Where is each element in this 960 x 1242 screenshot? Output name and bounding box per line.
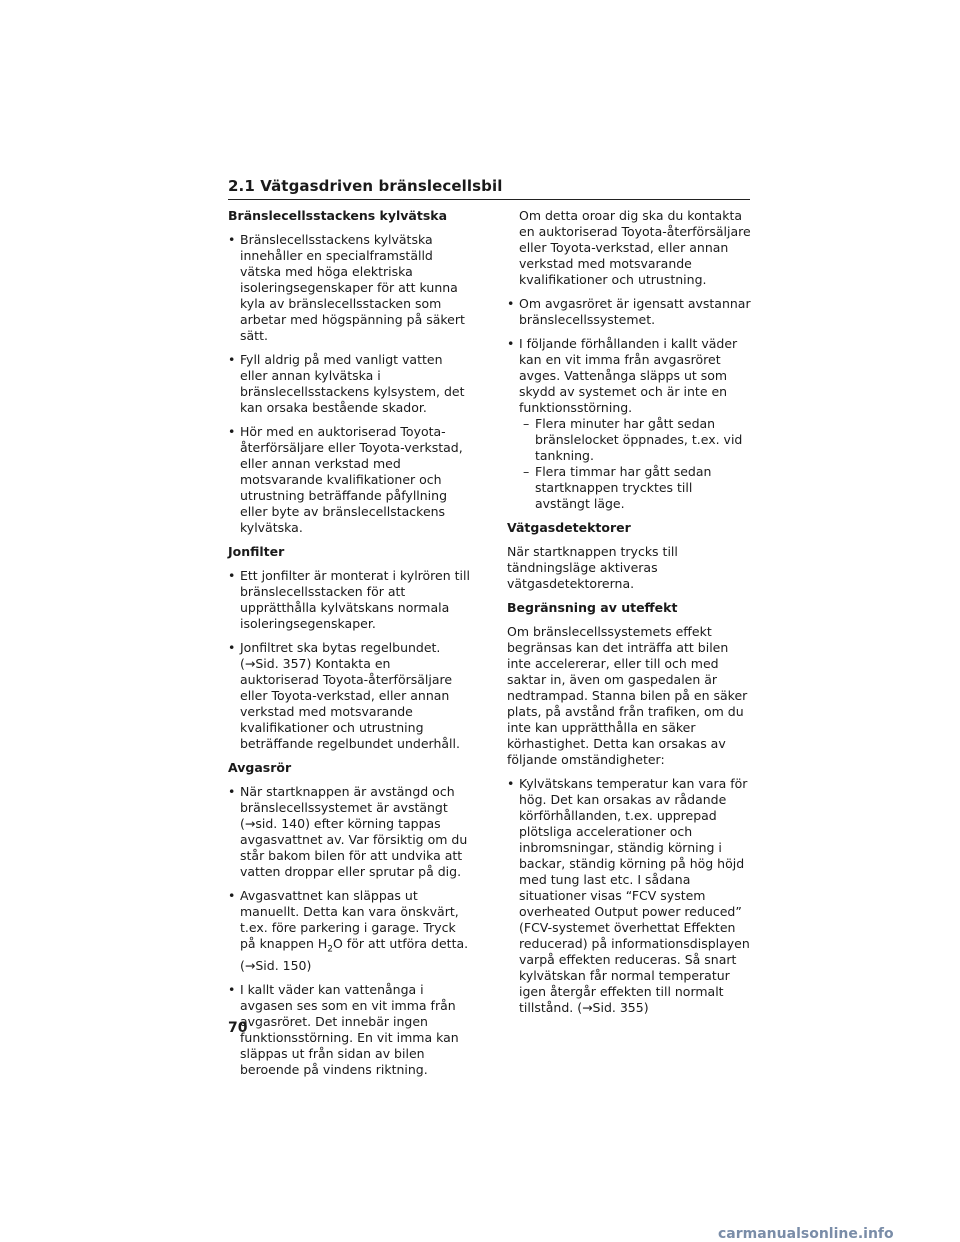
hydrogen-detectors-heading: Vätgasdetektorer <box>507 520 631 535</box>
h2o-subscript: 2 <box>327 944 333 955</box>
exhaust-bullet-2-text-b: O för att utföra detta. (→Sid. 150) <box>240 936 469 973</box>
right-column <box>507 208 751 1024</box>
cold-weather-bullet: • I följande förhållanden i kallt väder kan en vit imma från avgasröret avges. Vattenånga släpps ut som skydd av systemet och är inte en funktionsstörning. <box>507 336 751 416</box>
power-limit-heading: Begränsning av uteffekt <box>507 600 678 615</box>
exhaust-bullet-3: • I kallt väder kan vattenånga i avgasen ses som en vit imma från avgasröret. Det innebär ingen funktionsstörning. En vit imma kan släppas ut från sidan av bilen beroende på vindens riktning. <box>228 982 472 1078</box>
watermark: carmanualsonline.info <box>718 1226 894 1242</box>
cold-weather-dash-2: – Flera timmar har gått sedan startknappen trycktes till avstängt läge. <box>507 464 751 512</box>
exhaust-bullet-3-continued: Om detta oroar dig ska du kontakta en auktoriserad Toyota-återförsäljare eller Toyota-verkstad, eller annan verkstad med motsvarande kvalifikationer och utrustning. <box>519 208 751 287</box>
coolant-heading: Bränslecellsstackens kylvätska <box>228 208 448 223</box>
power-limit-bullet-1: • Kylvätskans temperatur kan vara för hög. Det kan orsakas av rådande körförhållanden, t.ex. upprepad plötsliga accelerationer och inbromsningar, ständig körning i backar, ständig körning på hög höjd med tung last etc. I sådana situationer visas “FCV system overheated Output power reduced” (FCV-systemet överhettat Effekten reducerad) på informationsdisplayen varpå effekten reduceras. Så snart kylvätskan får normal temperatur igen återgår effekten till normalt tillstånd. (→Sid. 355) <box>507 776 751 1016</box>
ion-filter-bullet-2: • Jonfiltret ska bytas regelbundet. (→Sid. 357) Kontakta en auktoriserad Toyota-återförsäljare eller Toyota-verkstad, eller annan verkstad med motsvarande kvalifikationer och utrustning beträffande regelbundet underhåll. <box>228 640 472 752</box>
coolant-bullet-1: • Bränslecellsstackens kylvätska innehåller en specialframställd vätska med höga elektriska isoleringsegenskaper för att kunna kyla av bränslecellsstacken som arbetar med högspänning på säkert sätt. <box>228 232 472 344</box>
page-number: 70 <box>228 1020 248 1036</box>
coolant-bullet-3: • Hör med en auktoriserad Toyota-återförsäljare eller Toyota-verkstad, eller annan verkstad med motsvarande kvalifikationer och utrustning beträffande påfyllning eller byte av bränslecellstackens kylvätska. <box>228 424 472 536</box>
header-divider <box>228 199 750 200</box>
power-limit-text: Om bränslecellssystemets effekt begränsas kan det inträffa att bilen inte accelererar, eller till och med saktar in, även om gaspedalen är nedtrampad. Stanna bilen på en säker plats, på avstånd från trafiken, om du inte kan upprätthålla en säker körhastighet. Detta kan orsakas av följande omständigheter: <box>507 624 748 767</box>
section-title: 2.1 Vätgasdriven bränslecellsbil <box>228 177 503 195</box>
ion-filter-heading: Jonfilter <box>228 544 285 559</box>
exhaust-heading: Avgasrör <box>228 760 292 775</box>
exhaust-bullet-2-text-a: Avgasvattnet kan släppas ut manuellt. Detta kan vara önskvärt, t.ex. före parkering i garage. Tryck på knappen H <box>240 888 459 951</box>
section-header <box>228 177 750 200</box>
exhaust-blocked-bullet: • Om avgasröret är igensatt avstannar bränslecellssystemet. <box>507 296 751 328</box>
coolant-bullet-2: • Fyll aldrig på med vanligt vatten eller annan kylvätska i bränslecellsstackens kylsystem, det kan orsaka bestående skador. <box>228 352 472 416</box>
exhaust-bullet-2 <box>228 888 472 974</box>
exhaust-bullet-1: • När startknappen är avstängd och bränslecellssystemet är avstängt (→sid. 140) efter körning tappas avgasvattnet av. Var försiktig om du står bakom bilen för att undvika att vatten droppar eller sprutar på dig. <box>228 784 472 880</box>
left-column <box>228 208 472 1086</box>
hydrogen-detectors-text: När startknappen trycks till tändningsläge aktiveras vätgasdetektorerna. <box>507 544 678 591</box>
ion-filter-bullet-1: • Ett jonfilter är monterat i kylrören till bränslecellsstacken för att upprätthålla kylvätskans normala isoleringsegenskaper. <box>228 568 472 632</box>
cold-weather-dash-1: – Flera minuter har gått sedan bränslelocket öppnades, t.ex. vid tankning. <box>507 416 751 464</box>
